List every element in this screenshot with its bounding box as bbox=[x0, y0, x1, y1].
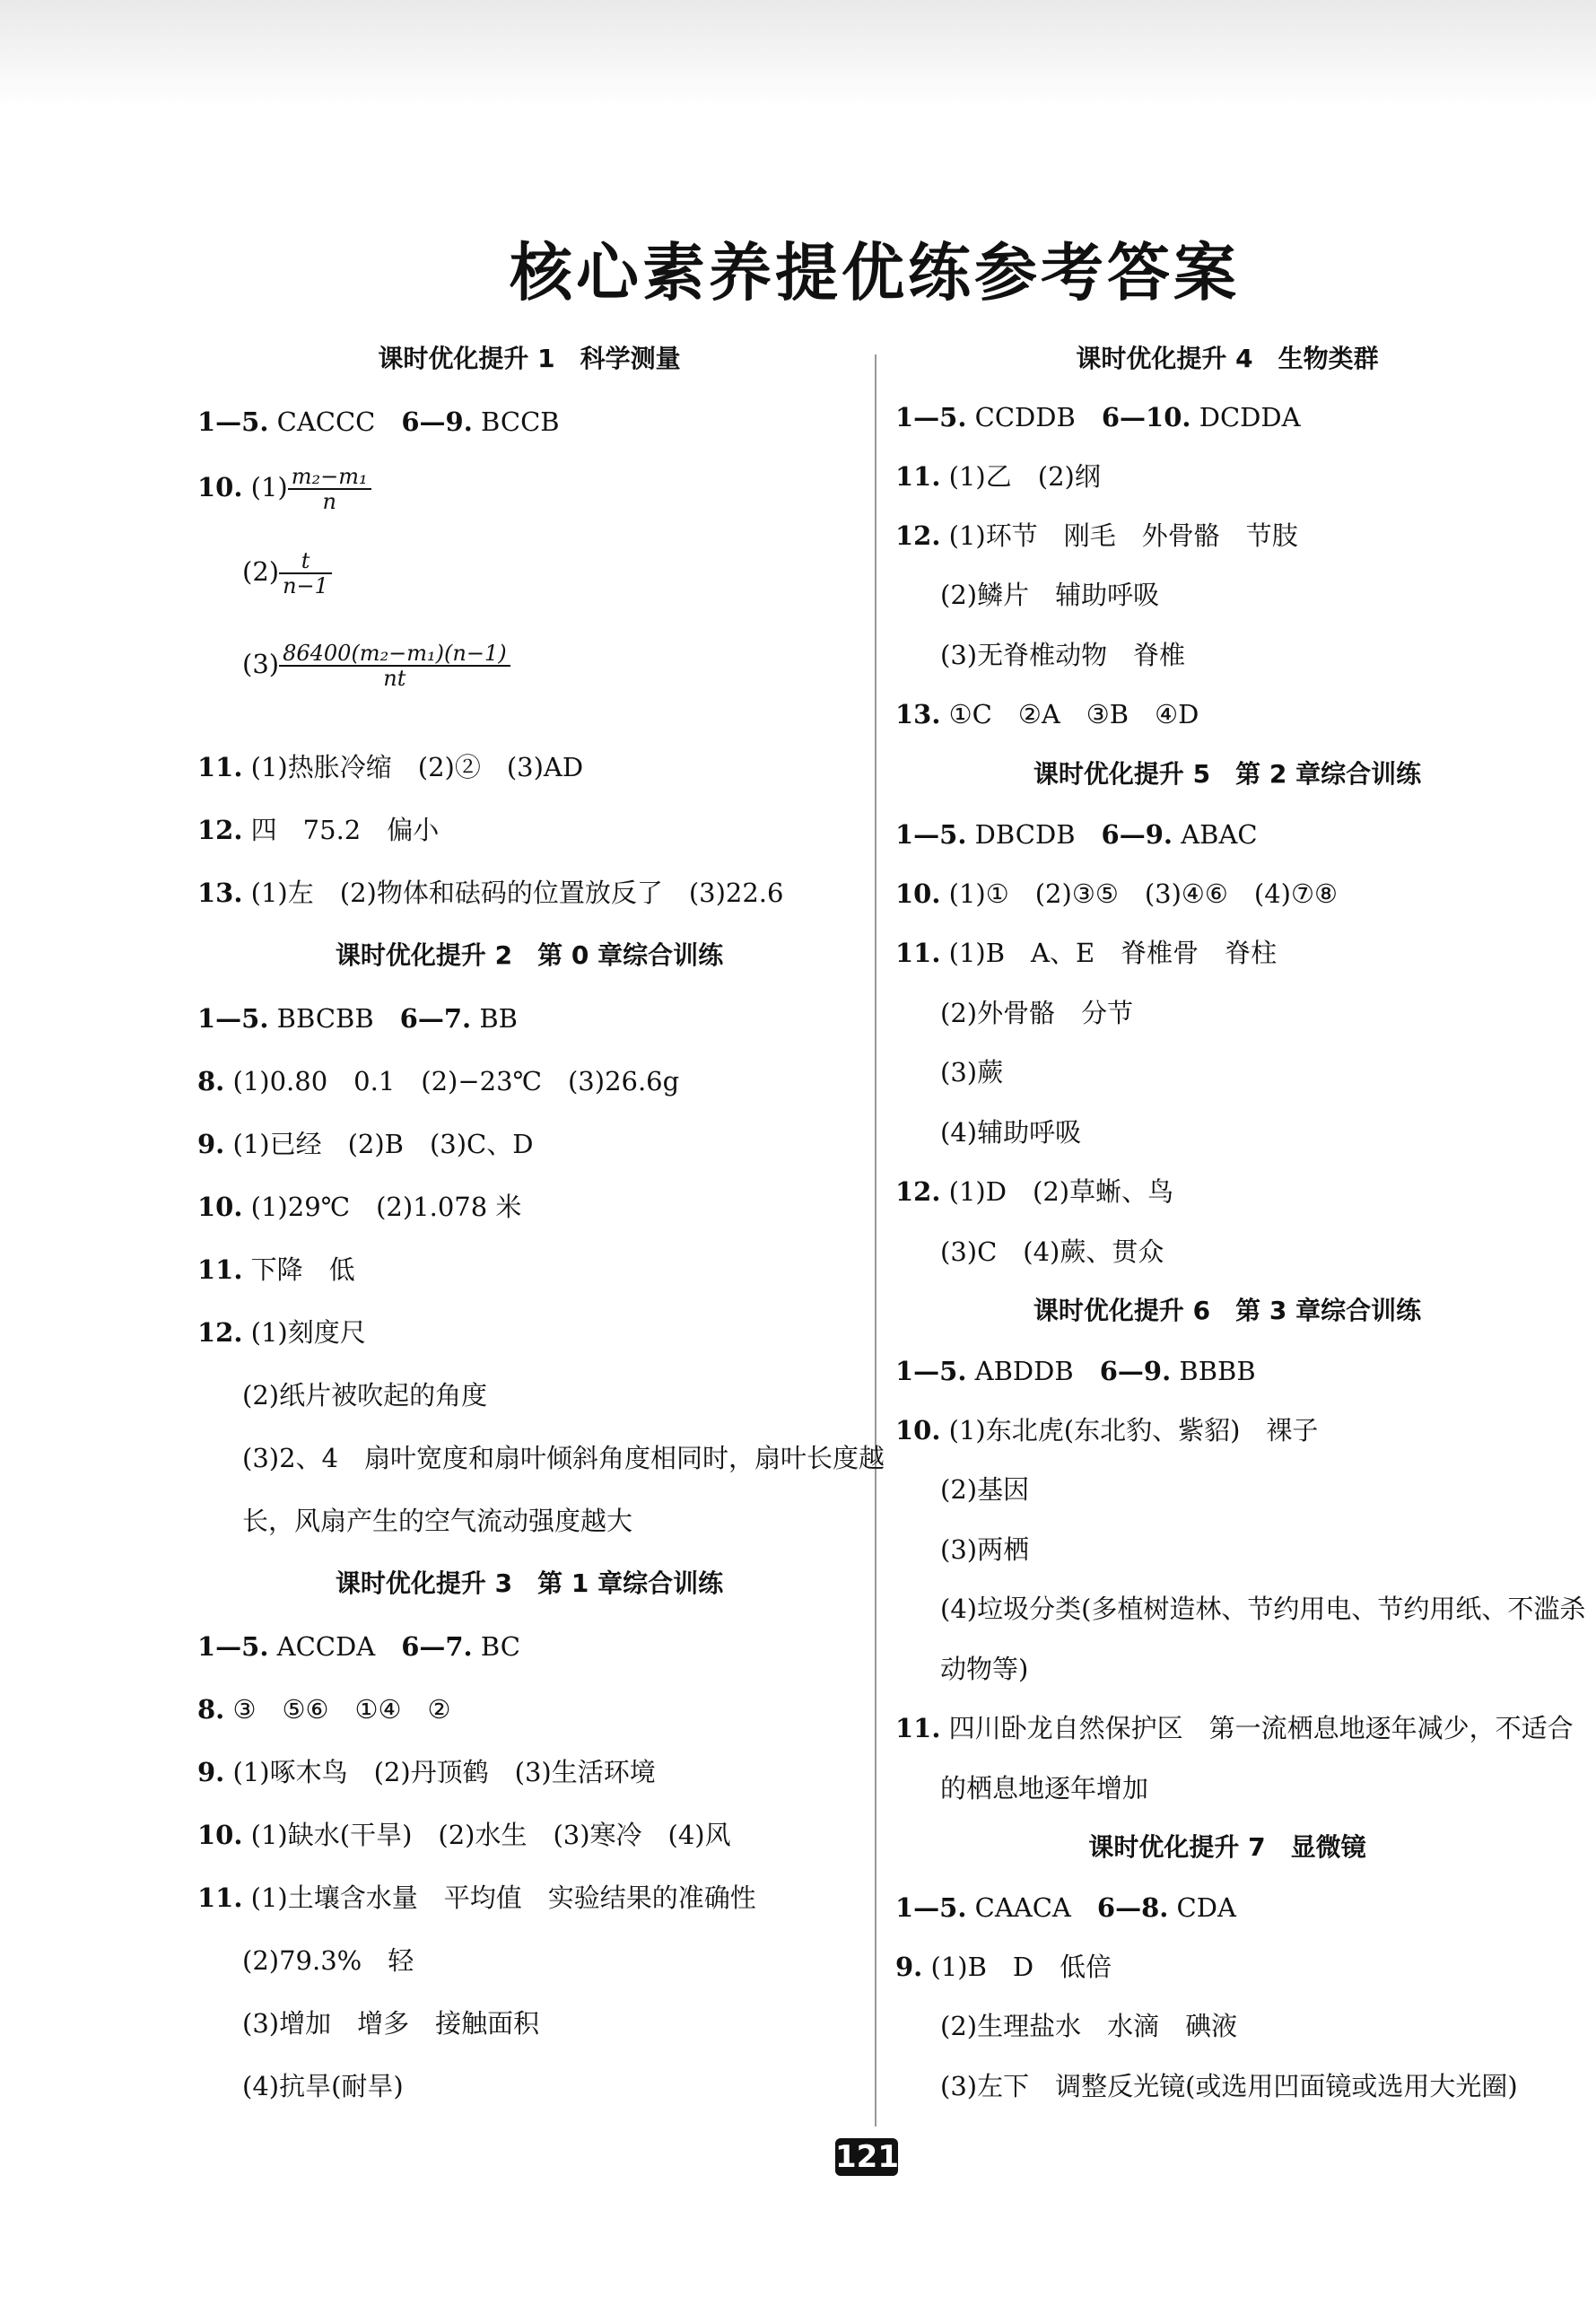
answer-text: (1)环节 刚毛 外骨骼 节肢 bbox=[940, 520, 1298, 551]
answer-line bbox=[197, 1252, 355, 1288]
answer-text: (1)啄木鸟 (2)丹顶鹤 (3)生活环境 bbox=[224, 1757, 656, 1787]
question-number: 12. bbox=[895, 520, 941, 551]
answer-text: (1)土壤含水量 平均值 实验结果的准确性 bbox=[242, 1882, 756, 1913]
answer-text: (3)蕨 bbox=[940, 1057, 1004, 1087]
answer-text: (3)无脊椎动物 脊椎 bbox=[940, 640, 1186, 670]
page-number-badge: 121 bbox=[835, 2139, 899, 2175]
question-number: 8. bbox=[197, 1066, 225, 1096]
answer-line bbox=[940, 1651, 1028, 1687]
answer-line bbox=[940, 637, 1185, 673]
question-number: 13. bbox=[895, 699, 941, 729]
answer-text: (1)① (2)③⑤ (3)④⑥ (4)⑦⑧ bbox=[940, 878, 1338, 909]
question-number: 6—9. bbox=[1101, 819, 1173, 850]
answer-text: ①C ②A ③B ④D bbox=[940, 699, 1199, 729]
answer-text: BBBB bbox=[1171, 1356, 1256, 1386]
answer-line bbox=[895, 518, 1298, 554]
question-number: 10. bbox=[895, 878, 941, 909]
answer-text: (1) bbox=[242, 472, 288, 502]
answer-text: (1)左 (2)物体和砝码的位置放反了 (3)22.6 bbox=[242, 878, 784, 908]
section-title: 课时优化提升 7 显微镜 bbox=[1088, 1832, 1366, 1862]
section-title: 课时优化提升 6 第 3 章综合训练 bbox=[1033, 1296, 1422, 1325]
answer-line bbox=[895, 876, 1338, 912]
answer-line bbox=[197, 1817, 731, 1853]
answer-line bbox=[940, 995, 1133, 1031]
column-divider bbox=[875, 354, 876, 2127]
fraction bbox=[279, 642, 510, 690]
answer-text: (1)B D 低倍 bbox=[922, 1952, 1112, 1982]
answer-line bbox=[197, 465, 371, 513]
answer-text: (2)鳞片 辅助呼吸 bbox=[940, 580, 1160, 610]
answer-line bbox=[895, 1890, 1236, 1926]
answer-line bbox=[197, 1000, 518, 1036]
answer-text: 长，风扇产生的空气流动强度越大 bbox=[242, 1506, 633, 1536]
question-number: 10. bbox=[895, 1415, 941, 1446]
answer-text: DCDDA bbox=[1190, 402, 1301, 432]
answer-text: (2)79.3% 轻 bbox=[242, 1945, 414, 1976]
answer-text: CACCC bbox=[268, 406, 402, 437]
fraction-denominator: nt bbox=[383, 666, 406, 691]
page-title: 核心素养提优练参考答案 bbox=[510, 235, 1240, 310]
answer-text: 下降 低 bbox=[242, 1254, 355, 1285]
answer-text: CCDDB bbox=[966, 402, 1102, 432]
answer-line bbox=[940, 1114, 1081, 1150]
question-number: 10. bbox=[197, 1820, 243, 1850]
question-number: 9. bbox=[197, 1757, 225, 1787]
answer-text: (2)外骨骼 分节 bbox=[940, 998, 1134, 1028]
question-number: 11. bbox=[197, 1882, 243, 1913]
answer-line bbox=[940, 2068, 1518, 2104]
answer-text: (3)2、4 扇叶宽度和扇叶倾斜角度相同时，扇叶长度越 bbox=[242, 1443, 885, 1473]
question-number: 13. bbox=[197, 878, 243, 908]
answer-line bbox=[895, 1949, 1112, 1985]
answer-line bbox=[197, 1189, 521, 1225]
fraction-denominator: n bbox=[322, 489, 336, 514]
answer-text: 的栖息地逐年增加 bbox=[940, 1773, 1149, 1804]
answer-text: (1)乙 (2)纲 bbox=[940, 461, 1101, 492]
answer-text: CDA bbox=[1168, 1892, 1236, 1923]
answer-line bbox=[940, 577, 1159, 613]
answer-line bbox=[940, 1591, 1585, 1627]
answer-text: (4)垃圾分类(多植树造林、节约用电、节约用纸、不滥杀 bbox=[940, 1594, 1586, 1624]
question-number: 9. bbox=[895, 1952, 923, 1982]
fraction bbox=[288, 465, 371, 513]
answer-line bbox=[197, 749, 583, 785]
answer-line bbox=[242, 1377, 487, 1413]
answer-text: (1)B A、E 脊椎骨 脊柱 bbox=[940, 938, 1278, 968]
answer-text: DBCDB bbox=[966, 819, 1102, 850]
answer-text: ACCDA bbox=[268, 1631, 402, 1662]
answer-text: (3)左下 调整反光镜(或选用凹面镜或选用大光圈) bbox=[940, 2071, 1518, 2101]
answer-text: ABAC bbox=[1172, 819, 1258, 850]
question-number: 1—5. bbox=[197, 406, 269, 437]
answer-line bbox=[895, 1710, 1574, 1746]
answer-text: (3)C (4)蕨、贯众 bbox=[940, 1236, 1164, 1267]
answer-line bbox=[197, 1880, 756, 1916]
answer-text: (4)抗旱(耐旱) bbox=[242, 2071, 404, 2101]
question-number: 10. bbox=[197, 1192, 243, 1222]
question-number: 10. bbox=[197, 472, 243, 502]
fraction-numerator: t bbox=[279, 549, 332, 574]
question-number: 1—5. bbox=[895, 402, 967, 432]
fraction-denominator: n−1 bbox=[283, 573, 328, 598]
question-number: 6—10. bbox=[1101, 402, 1191, 432]
answer-text: (1)29℃ (2)1.078 米 bbox=[242, 1192, 522, 1222]
section-title: 课时优化提升 5 第 2 章综合训练 bbox=[1033, 759, 1422, 789]
answer-line bbox=[242, 549, 332, 598]
section-title: 课时优化提升 1 科学测量 bbox=[378, 344, 681, 373]
answer-line bbox=[895, 696, 1199, 732]
fraction bbox=[279, 549, 332, 598]
answer-line bbox=[242, 1440, 885, 1476]
answer-text: ABDDB bbox=[966, 1356, 1100, 1386]
answer-text: (2)生理盐水 水滴 碘液 bbox=[940, 2011, 1238, 2041]
answer-line bbox=[895, 1412, 1318, 1448]
answer-line bbox=[895, 459, 1101, 494]
answer-text: (3)增加 增多 接触面积 bbox=[242, 2008, 540, 2039]
answer-line bbox=[940, 1472, 1029, 1507]
answer-text: (1)已经 (2)B (3)C、D bbox=[224, 1129, 534, 1159]
answer-text: 四 75.2 偏小 bbox=[242, 815, 440, 845]
question-number: 6—8. bbox=[1096, 1892, 1169, 1923]
answer-line bbox=[242, 2005, 539, 2041]
answer-line bbox=[197, 812, 439, 848]
fraction-numerator: m₂−m₁ bbox=[288, 465, 371, 490]
question-number: 11. bbox=[895, 461, 941, 492]
answer-line bbox=[242, 642, 510, 690]
answer-text: BC bbox=[472, 1631, 520, 1662]
question-number: 8. bbox=[197, 1694, 225, 1725]
question-number: 6—7. bbox=[401, 1631, 473, 1662]
answer-line bbox=[242, 1943, 414, 1978]
answer-line bbox=[940, 1770, 1148, 1806]
answer-text: (1)热胀冷缩 (2)② (3)AD bbox=[242, 752, 584, 782]
question-number: 11. bbox=[895, 1713, 941, 1743]
answer-text: (1)东北虎(东北豹、紫貂) 裸子 bbox=[940, 1415, 1319, 1446]
answer-line bbox=[197, 1629, 520, 1664]
answer-text: (1)0.80 0.1 (2)−23℃ (3)26.6g bbox=[224, 1066, 680, 1096]
answer-text: BB bbox=[471, 1003, 518, 1034]
answer-line bbox=[197, 1754, 656, 1790]
answer-line bbox=[197, 875, 783, 911]
fraction-numerator: 86400(m₂−m₁)(n−1) bbox=[279, 642, 510, 667]
answer-text: (1)刻度尺 bbox=[242, 1317, 366, 1348]
question-number: 11. bbox=[895, 938, 941, 968]
answer-line bbox=[940, 1532, 1029, 1568]
answer-text: (4)辅助呼吸 bbox=[940, 1117, 1082, 1148]
answer-text: (2) bbox=[242, 556, 280, 587]
answer-line bbox=[895, 1353, 1256, 1389]
question-number: 1—5. bbox=[197, 1003, 269, 1034]
question-number: 6—7. bbox=[399, 1003, 472, 1034]
answer-text: (3)两栖 bbox=[940, 1534, 1030, 1565]
question-number: 12. bbox=[197, 1317, 243, 1348]
section-title: 课时优化提升 2 第 0 章综合训练 bbox=[335, 940, 724, 970]
section-title: 课时优化提升 3 第 1 章综合训练 bbox=[335, 1568, 724, 1598]
question-number: 12. bbox=[197, 815, 243, 845]
question-number: 11. bbox=[197, 1254, 243, 1285]
section-title: 课时优化提升 4 生物类群 bbox=[1076, 344, 1379, 373]
question-number: 1—5. bbox=[895, 1892, 967, 1923]
question-number: 1—5. bbox=[895, 1356, 967, 1386]
question-number: 6—9. bbox=[1099, 1356, 1172, 1386]
question-number: 1—5. bbox=[895, 819, 967, 850]
answer-text: (2)基因 bbox=[940, 1474, 1030, 1505]
answer-line bbox=[197, 1063, 679, 1099]
question-number: 6—9. bbox=[401, 406, 473, 437]
answer-line bbox=[940, 2008, 1237, 2044]
question-number: 11. bbox=[197, 752, 243, 782]
answer-text: BBCBB bbox=[268, 1003, 400, 1034]
answer-line bbox=[895, 1174, 1173, 1210]
answer-text: (2)纸片被吹起的角度 bbox=[242, 1380, 488, 1411]
question-number: 12. bbox=[895, 1176, 941, 1207]
question-number: 9. bbox=[197, 1129, 225, 1159]
answer-line bbox=[940, 1054, 1003, 1090]
answer-text: (3) bbox=[242, 649, 280, 679]
answer-line bbox=[197, 404, 560, 440]
answer-line bbox=[895, 399, 1301, 435]
answer-line bbox=[242, 2068, 404, 2104]
answer-text: 动物等) bbox=[940, 1654, 1029, 1684]
answer-line bbox=[197, 1126, 534, 1162]
answer-line bbox=[242, 1503, 632, 1539]
answer-text: (1)D (2)草蜥、鸟 bbox=[940, 1176, 1174, 1207]
answer-line bbox=[197, 1315, 366, 1350]
answer-line bbox=[940, 1234, 1164, 1270]
answer-line bbox=[895, 935, 1277, 971]
answer-line bbox=[197, 1691, 451, 1727]
top-shade bbox=[0, 0, 1596, 108]
answer-text: (1)缺水(干旱) (2)水生 (3)寒冷 (4)风 bbox=[242, 1820, 731, 1850]
answer-text: BCCB bbox=[472, 406, 560, 437]
answer-text: CAACA bbox=[966, 1892, 1097, 1923]
question-number: 1—5. bbox=[197, 1631, 269, 1662]
answer-text: 四川卧龙自然保护区 第一流栖息地逐年减少，不适合 bbox=[940, 1713, 1574, 1743]
answer-line bbox=[895, 817, 1258, 852]
answer-text: ③ ⑤⑥ ①④ ② bbox=[224, 1694, 451, 1725]
